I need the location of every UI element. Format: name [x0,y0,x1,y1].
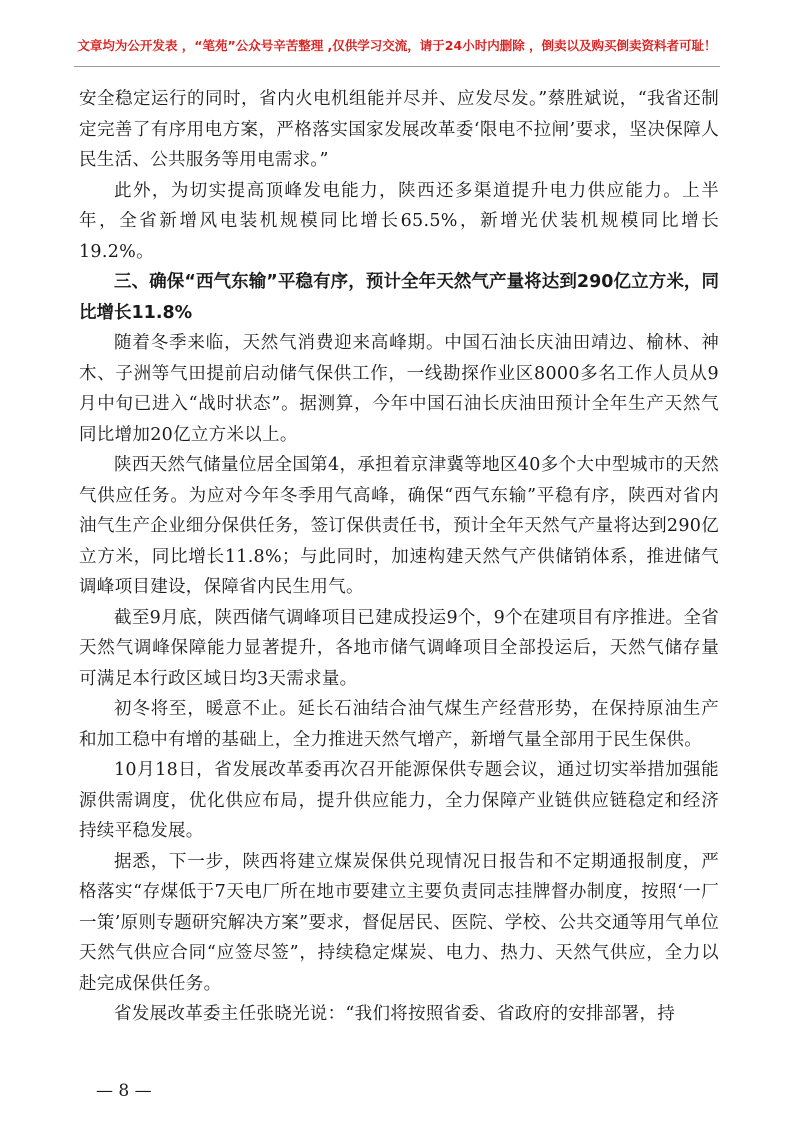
paragraph: 据悉，下一步，陕西将建立煤炭保供兑现情况日报告和不定期通报制度，严格落实“存煤低于7天电厂所在地市要建立主要负责同志挂牌督办制度，按照‘一厂一策’原则专题研究解决方案”要求，督促居民、医院、学校、公共交通等用气单位天然气供应合同“应签尽签”，持续稳定煤炭、电力、热力、天然气供应，全力以赴完成保供任务。 [79,851,719,994]
paragraph: 此外，为切实提高顶峰发电能力，陕西还多渠道提升电力供应能力。上半年，全省新增风电装机规模同比增长65.5%，新增光伏装机规模同比增长19.2%。 [79,180,719,262]
page-number: — 8 — [96,1081,152,1101]
paragraph: 10月18日，省发展改革委再次召开能源保供专题会议，通过切实举措加强能源供需调度，优化供应布局，提升供应能力，全力保障产业链供应链稳定和经济持续平稳发展。 [79,760,719,841]
header-divider [74,66,720,67]
paragraph: 陕西天然气储量位居全国第4，承担着京津冀等地区40多个大中型城市的天然气供应任务。为应对今年冬季用气高峰，确保“西气东输”平稳有序，陕西对省内油气生产企业细分保供任务，签订保供责任书，预计全年天然气产量将达到290亿立方米，同比增长11.8%；与此同时，加速构建天然气产供储销体系，推进储气调峰项目建设，保障省内民生用气。 [79,455,719,597]
document-body [79,84,719,1030]
paragraph: 截至9月底，陕西储气调峰项目已建成投运9个，9个在建项目有序推进。全省天然气调峰保障能力显著提升，各地市储气调峰项目全部投运后，天然气储存量可满足本行政区域日均3天需求量。 [79,607,719,689]
section-heading: 三、确保“西气东输”平稳有序，预计全年天然气产量将达到290亿立方米，同比增长11.8% [79,272,719,323]
paragraph: 省发展改革委主任张晓光说：“我们将按照省委、省政府的安排部署，持 [114,1004,676,1024]
paragraph: 初冬将至，暖意不止。延长石油结合油气煤生产经营形势，在保持原油生产和加工稳中有增的基础上，全力推进天然气增产，新增气量全部用于民生保供。 [79,699,719,750]
paragraph: 安全稳定运行的同时，省内火电机组能并尽并、应发尽发。”蔡胜斌说，“我省还制定完善了有序用电方案，严格落实国家发展改革委‘限电不拉闸’要求，坚决保障人民生活、公共服务等用电需求。” [79,89,719,170]
watermark-banner: 文章均为公开发表 ，“笔苑”公众号辛苦整理 ,仅供学习交流，请于24小时内删除 ，倒卖以及购买倒卖资料者可耻！ [77,38,717,53]
paragraph: 随着冬季来临，天然气消费迎来高峰期。中国石油长庆油田靖边、榆林、神木、子洲等气田提前启动储气保供工作，一线勘探作业区8000多名工作人员从9月中旬已进入“战时状态”。据测算，今年中国石油长庆油田预计全年生产天然气同比增加20亿立方米以上。 [79,333,719,445]
